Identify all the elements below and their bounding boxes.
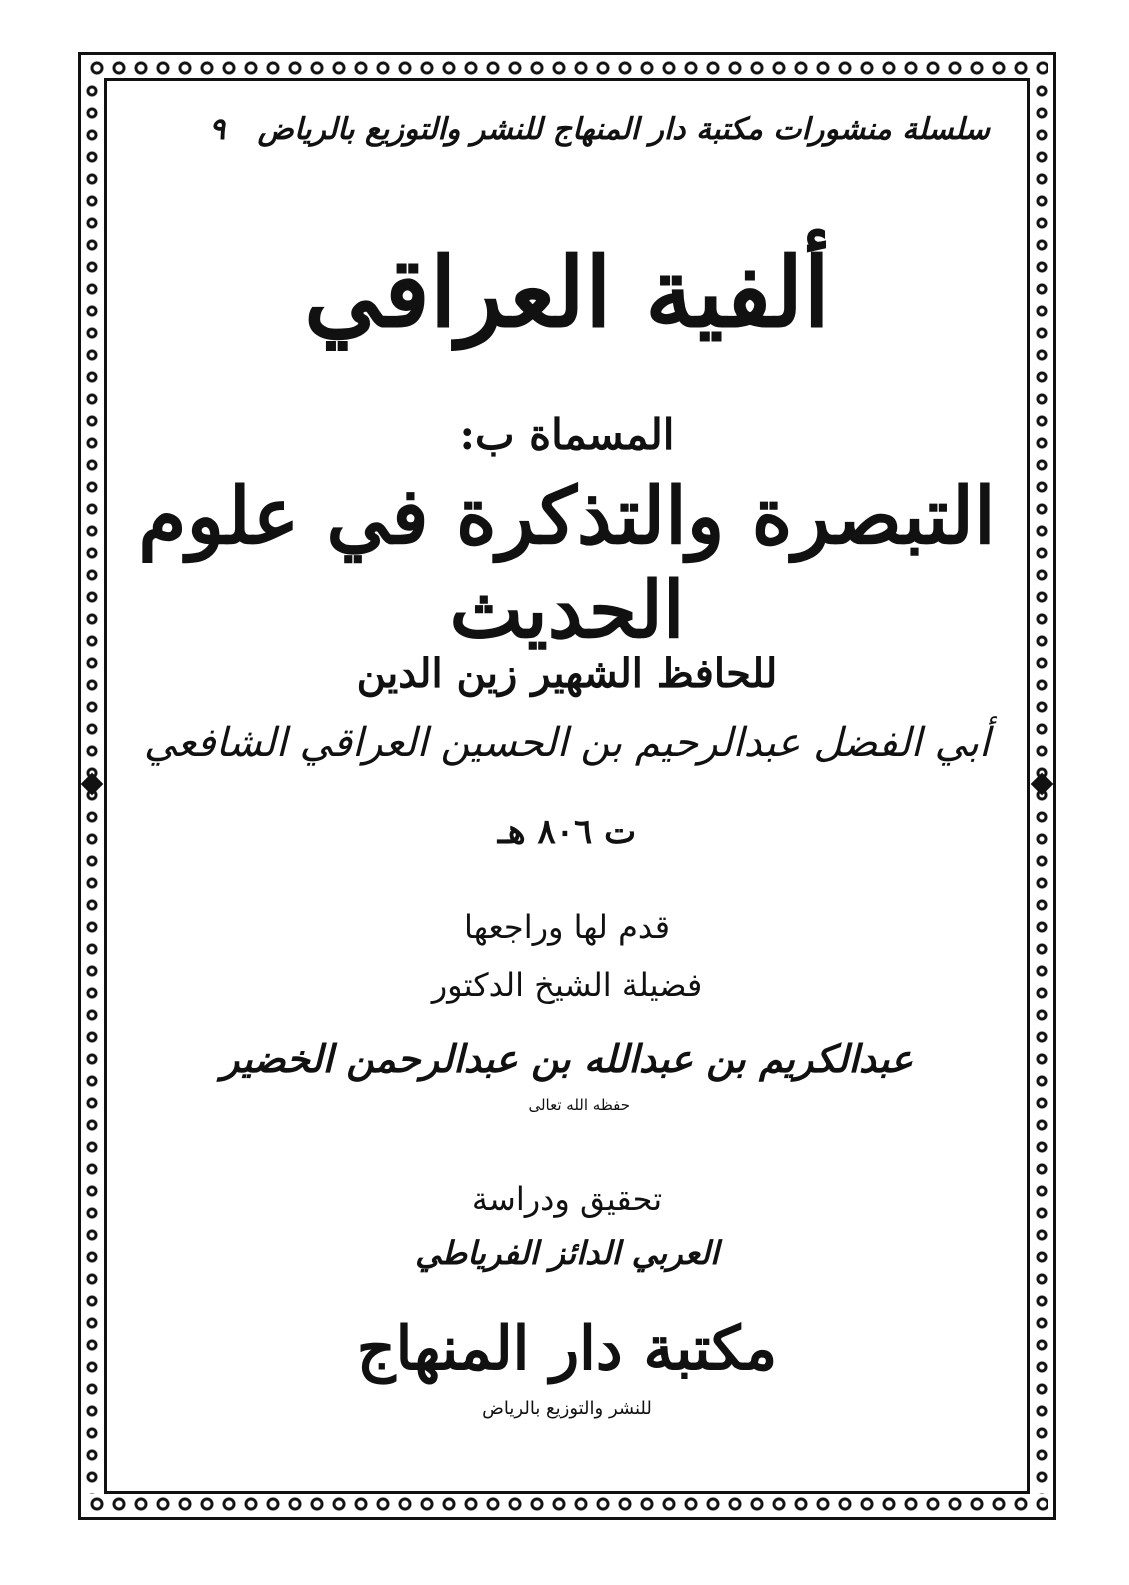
series-text: سلسلة منشورات مكتبة دار المنهاج للنشر والتوزيع بالرياض — [257, 112, 990, 147]
publisher-subtitle: للنشر والتوزيع بالرياض — [482, 1398, 652, 1419]
introducer-title: فضيلة الشيخ الدكتور — [431, 966, 703, 1004]
bottom-ornament-band — [86, 1494, 1048, 1514]
named-as-label: المسماة ب: — [459, 410, 675, 459]
publisher-name: مكتبة دار المنهاج — [356, 1314, 778, 1384]
editing-label: تحقيق ودراسة — [471, 1180, 663, 1218]
author-death-date: ت ٨٠٦ هـ — [497, 812, 637, 852]
title-page-content — [110, 90, 1024, 1490]
book-title: ألفية العراقي — [303, 236, 831, 349]
book-subtitle: التبصرة والتذكرة في علوم الحديث — [138, 471, 996, 656]
series-number: ٩ — [209, 112, 226, 147]
top-ornament-band — [86, 58, 1048, 78]
introduction-label: قدم لها وراجعها — [463, 908, 670, 946]
editor-name: العربي الدائز الفرياطي — [415, 1234, 719, 1272]
introducer-name: عبدالكريم بن عبدالله بن عبدالرحمن الخضير — [221, 1036, 913, 1081]
author-name: أبي الفضل عبدالرحيم بن الحسين العراقي الشافعي — [143, 720, 991, 766]
introducer-honorific: حفظه الله تعالى — [528, 1096, 630, 1114]
author-title: للحافظ الشهير زين الدين — [356, 650, 778, 697]
series-line — [110, 112, 990, 147]
